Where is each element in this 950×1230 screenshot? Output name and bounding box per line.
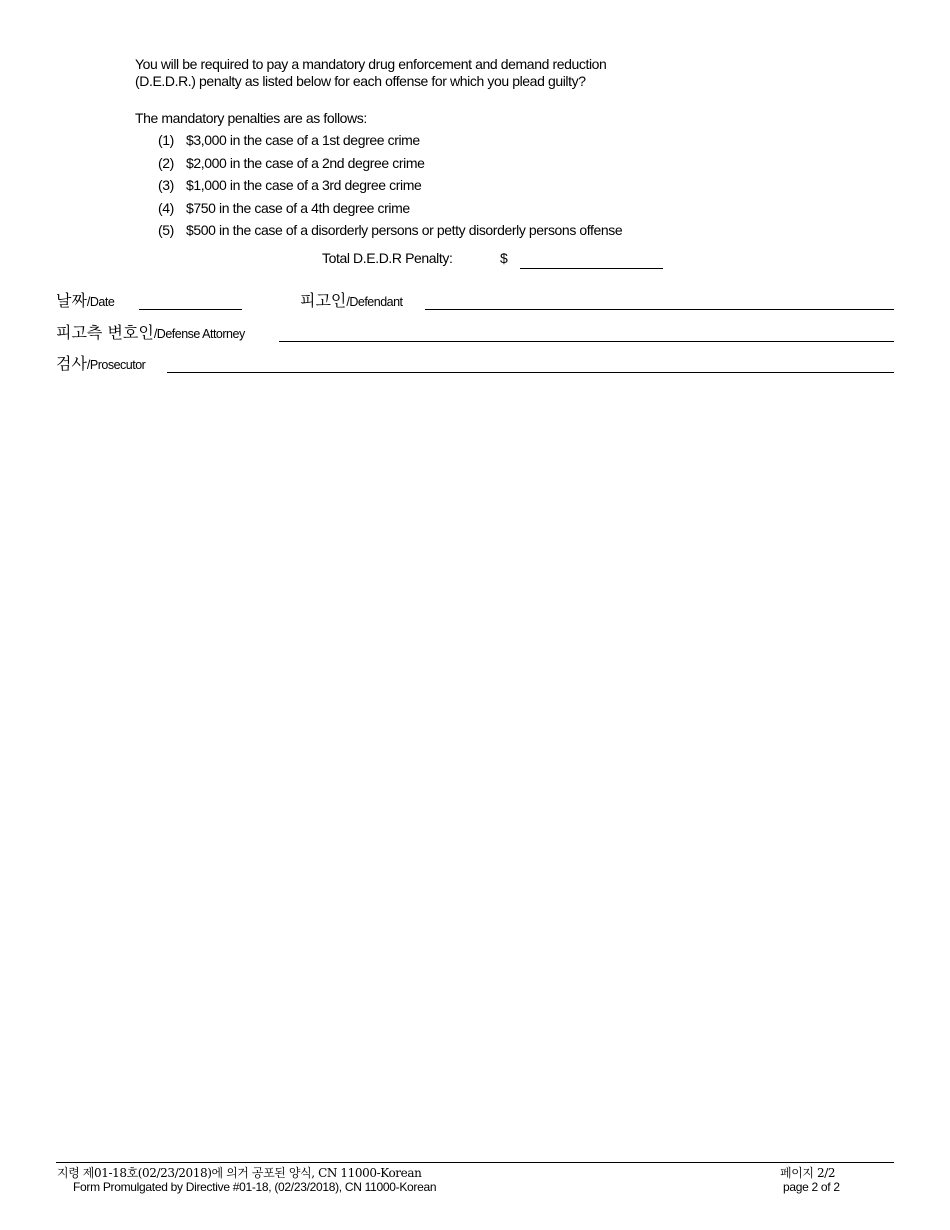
prosecutor-label-ko: 검사 (56, 354, 87, 373)
penalty-item-text: $750 in the case of a 4th degree crime (186, 199, 410, 216)
defendant-label (300, 288, 403, 311)
prosecutor-signature-field[interactable] (167, 372, 894, 373)
penalty-item-text: $3,000 in the case of a 1st degree crime (186, 132, 420, 148)
prosecutor-label-en: /Prosecutor (86, 358, 146, 372)
penalty-item-number: (2) (158, 154, 174, 171)
footer-form-info-en: Form Promulgated by Directive #01-18, (02/23/2018), CN 11000-Korean (73, 1180, 437, 1194)
intro-line-2: (D.E.D.R.) penalty as listed below for each offense for which you plead guilty? (135, 73, 586, 89)
defense-attorney-signature-field[interactable] (279, 341, 894, 342)
penalties-heading: The mandatory penalties are as follows: (135, 110, 367, 126)
footer-page-en: page 2 of 2 (783, 1180, 840, 1194)
prosecutor-label (56, 351, 145, 374)
penalty-item-number: (1) (158, 132, 174, 148)
total-penalty-field[interactable] (520, 268, 663, 269)
date-label-ko: 날짜 (56, 291, 87, 310)
total-penalty-label: Total D.E.D.R Penalty: (322, 250, 453, 266)
date-field[interactable] (139, 309, 242, 310)
footer-divider (56, 1162, 894, 1163)
defendant-label-ko: 피고인 (300, 291, 347, 310)
date-label-en: /Date (86, 295, 115, 309)
penalty-item-number: (3) (158, 177, 174, 194)
defense-attorney-label (56, 320, 245, 343)
attorney-label-en: /Defense Attorney (153, 327, 245, 341)
currency-symbol: $ (500, 250, 508, 266)
penalty-item-number: (4) (158, 199, 174, 216)
footer-page-ko: 페이지 2/2 (780, 1166, 836, 1180)
attorney-label-ko: 피고측 변호인 (56, 323, 154, 342)
penalty-item-text: $500 in the case of a disorderly persons or petty disorderly persons offense (186, 222, 623, 239)
intro-line-1: You will be required to pay a mandatory drug enforcement and demand reduction (135, 56, 607, 72)
penalty-item-text: $2,000 in the case of a 2nd degree crime (186, 154, 425, 171)
date-label (56, 288, 114, 311)
defendant-signature-field[interactable] (425, 309, 894, 310)
defendant-label-en: /Defendant (346, 295, 403, 309)
penalty-item-text: $1,000 in the case of a 3rd degree crime (186, 177, 422, 194)
penalty-item-number: (5) (158, 222, 174, 239)
footer-form-info-ko: 지령 제01-18호(02/23/2018)에 의거 공포된 양식, CN 11000-Korean (57, 1166, 422, 1180)
